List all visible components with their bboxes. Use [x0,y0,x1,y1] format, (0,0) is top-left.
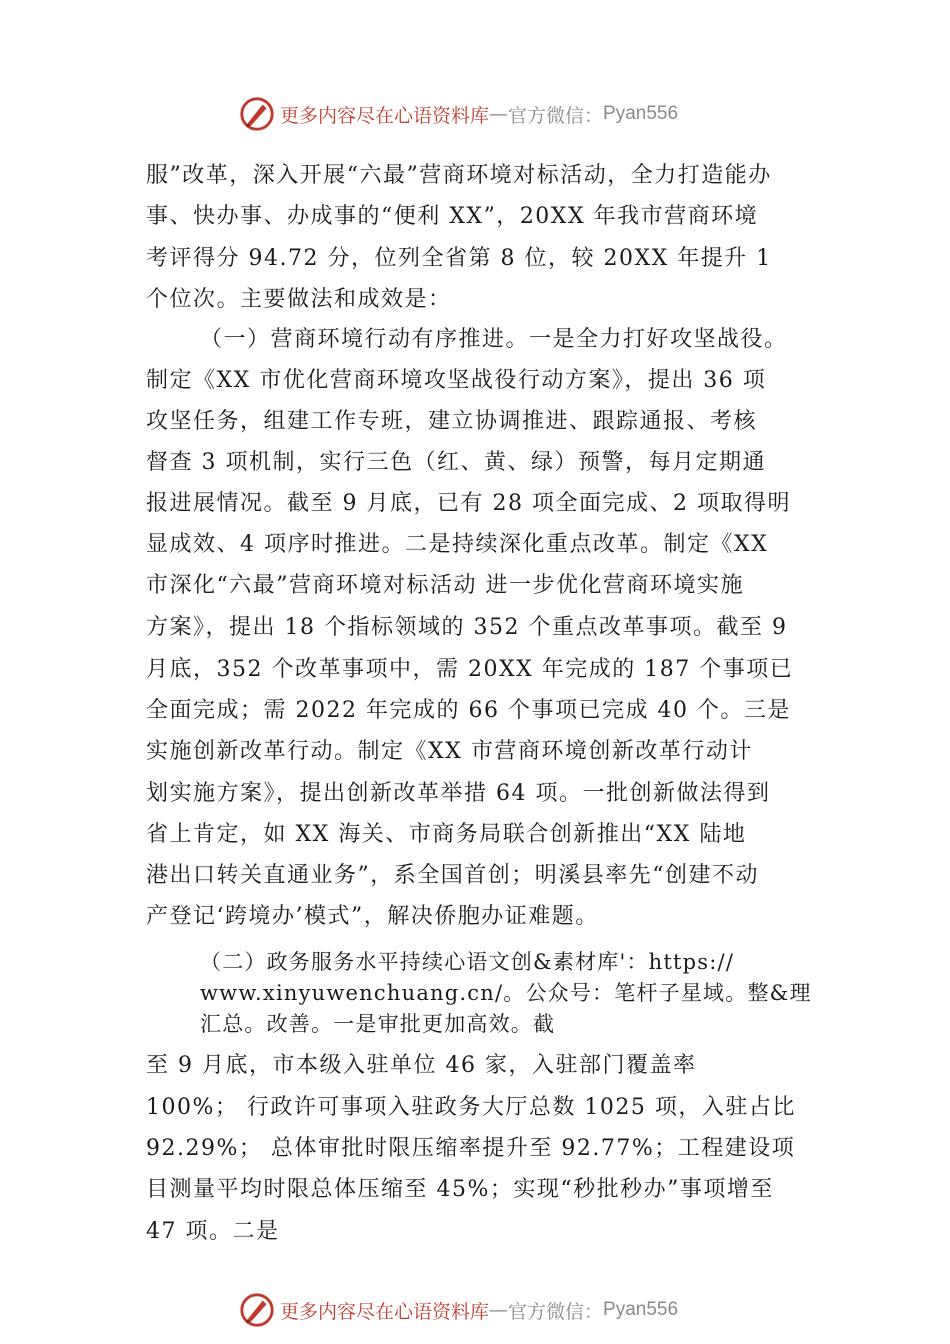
text-line-4: 个位次。主要做法和成效是： [146,287,452,312]
text-line-8: 督查 3 项机制，实行三色（红、黄、绿）预警，每月定期通 [146,450,766,475]
text-line-15: 实施创新改革行动。制定《XX 市营商环境创新改革行动计 [146,739,753,764]
text-line-12: 方案》，提出 18 个指标领域的 352 个重点改革事项。截至 9 [146,615,788,640]
watermark-wechat-label: 官方微信： [508,1300,604,1323]
text-line-20: （二）政务服务水平持续心语文创&素材库'：https:// [200,950,735,974]
text-line-9: 报进展情况。截至 9 月底，已有 28 项全面完成、2 项取得明 [146,491,791,516]
text-line-6: 制定《XX 市优化营商环境攻坚战役行动方案》，提出 36 项 [146,368,767,393]
watermark-account: Pyan556 [603,103,679,124]
watermark-account: Pyan556 [603,1299,679,1320]
watermark-library-text: 更多内容尽在心语资料库 [280,104,490,127]
text-line-18: 港出口转关直通业务”，系全国首创；明溪县率先“创建不动 [146,863,759,888]
watermark-library-text: 更多内容尽在心语资料库 [280,1300,490,1323]
pen-logo-icon [238,1291,276,1329]
text-line-13: 月底，352 个改革事项中，需 20XX 年完成的 187 个事项已 [146,657,794,682]
watermark-dash: — [489,103,509,125]
text-line-2: 事、快办事、办成事的“便利 XX”，20XX 年我市营商环境 [146,204,759,229]
text-line-24: 100%； 行政许可事项入驻政务大厅总数 1025 项，入驻占比 [146,1095,796,1120]
text-line-1: 服”改革，深入开展“六最”营商环境对标活动，全力打造能办 [146,163,772,188]
text-line-3: 考评得分 94.72 分，位列全省第 8 位，较 20XX 年提升 1 [146,246,772,271]
header-watermark [238,94,678,134]
text-line-11: 市深化“六最”营商环境对标活动 进一步优化营商环境实施 [146,573,744,598]
text-line-21: www.xinyuwenchuang.cn/。公众号：笔杆子星域。整&理 [200,981,812,1005]
watermark-wechat-label: 官方微信： [508,104,604,127]
text-line-23: 至 9 月底，市本级入驻单位 46 家，入驻部门覆盖率 [146,1053,697,1078]
text-line-16: 划实施方案》，提出创新改革举措 64 项。一批创新做法得到 [146,781,771,806]
text-line-26: 目测量平均时限总体压缩至 45%；实现“秒批秒办”事项增至 [146,1177,774,1202]
text-line-7: 攻坚任务，组建工作专班，建立协调推进、跟踪通报、考核 [146,409,758,434]
text-line-5: （一）营商环境行动有序推进。一是全力打好攻坚战役。 [200,327,788,352]
footer-watermark [238,1290,678,1330]
text-line-25: 92.29%； 总体审批时限压缩率提升至 92.77%；工程建设项 [146,1136,796,1161]
watermark-dash: — [489,1299,509,1321]
text-line-19: 产登记‘跨境办’模式”，解决侨胞办证难题。 [146,904,599,929]
pen-logo-icon [238,95,276,133]
text-line-27: 47 项。二是 [146,1219,280,1244]
text-line-17: 省上肯定，如 XX 海关、市商务局联合创新推出“XX 陆地 [146,822,747,847]
text-line-14: 全面完成；需 2022 年完成的 66 个事项已完成 40 个。三是 [146,698,791,723]
text-line-22: 汇总。改善。一是审批更加高效。截 [200,1012,556,1036]
text-line-10: 显成效、4 项序时推进。二是持续深化重点改革。制定《XX [146,532,769,557]
